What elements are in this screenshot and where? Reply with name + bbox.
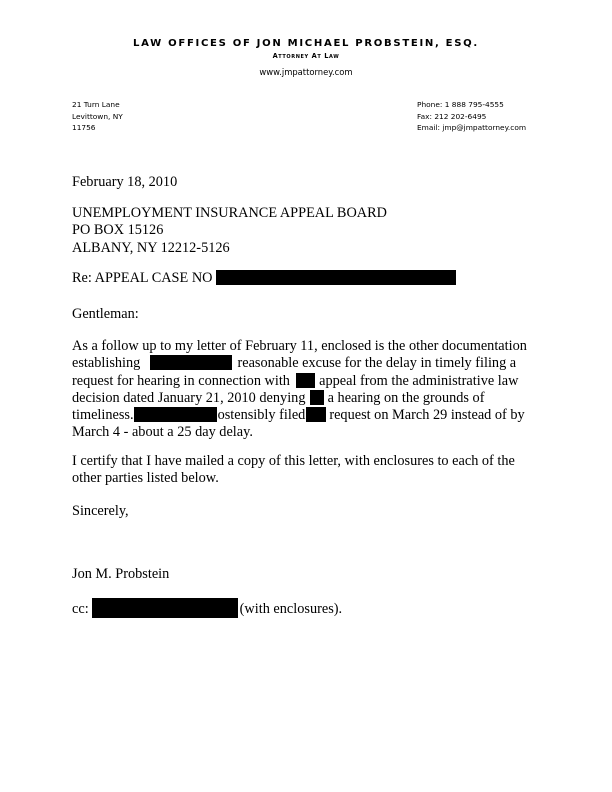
p1-line-4: [72, 390, 527, 407]
letter-date: February 18, 2010: [72, 174, 178, 190]
address-line-1: 21 Turn Lane: [72, 100, 120, 109]
p1-line-6: March 4 - about a 25 day delay.: [72, 424, 253, 441]
cc-label: cc:: [72, 601, 89, 617]
p1-text: request on March 29 instead of by: [329, 407, 525, 424]
p1-line-5: [72, 407, 527, 424]
redaction-case-number: [216, 270, 456, 285]
recipient-address: [72, 205, 387, 257]
cc-line: [72, 598, 342, 618]
signature-name: Jon M. Probstein: [72, 566, 170, 582]
email-address: Email: jmp@jmpattorney.com: [417, 123, 527, 133]
closing: Sincerely,: [72, 503, 129, 519]
p2-line-1: I certify that I have mailed a copy of this letter, with enclosures to each of the: [72, 453, 515, 469]
firm-address: [72, 99, 123, 134]
address-line-2: Levittown, NY: [72, 111, 123, 121]
cc-suffix: (with enclosures).: [239, 601, 343, 617]
p1-line-2: [72, 355, 527, 372]
address-line-3: 11756: [72, 123, 96, 133]
body-paragraph-1: [72, 338, 527, 442]
reference-label: Re: APPEAL CASE NO: [72, 270, 213, 286]
p1-text: a hearing on the grounds of: [327, 389, 485, 406]
p1-text: ostensibly filed: [217, 407, 306, 424]
p1-text: establishing: [72, 355, 141, 372]
reference-line: [72, 270, 212, 287]
body-paragraph-2: [72, 453, 515, 488]
firm-name: LAW OFFICES OF JON MICHAEL PROBSTEIN, ESQ.: [133, 38, 479, 49]
p1-text: decision dated January 21, 2010 denying: [72, 389, 306, 406]
redaction-pronoun: [306, 407, 326, 422]
p2-line-2: other parties listed below.: [72, 470, 219, 487]
firm-website: www.jmpattorney.com: [259, 67, 353, 77]
recipient-line-2: PO BOX 15126: [72, 222, 164, 239]
fax-number: Fax: 212 202-6495: [417, 111, 487, 121]
p1-text: reasonable excuse for the delay in timely filing a: [237, 355, 517, 372]
p1-text: appeal from the administrative law: [319, 372, 519, 389]
redaction-pronoun: [310, 390, 324, 405]
salutation: Gentleman:: [72, 306, 139, 322]
redaction-name: [134, 407, 217, 422]
p1-text: timeliness.: [72, 407, 134, 424]
p1-line-3: [72, 373, 527, 390]
p1-text: request for hearing in connection with: [72, 372, 290, 389]
phone-number: Phone: 1 888 795-4555: [417, 100, 504, 109]
firm-contact: [417, 99, 526, 134]
redaction-pronoun: [296, 373, 315, 388]
recipient-line-3: ALBANY, NY 12212-5126: [72, 239, 230, 256]
redaction-cc-recipient: [92, 598, 238, 618]
redaction-name: [150, 355, 232, 370]
p1-line-1: As a follow up to my letter of February 11, enclosed is the other documentation: [72, 338, 527, 354]
firm-subtitle: Attorney At Law: [272, 52, 340, 60]
recipient-line-1: UNEMPLOYMENT INSURANCE APPEAL BOARD: [72, 205, 387, 221]
